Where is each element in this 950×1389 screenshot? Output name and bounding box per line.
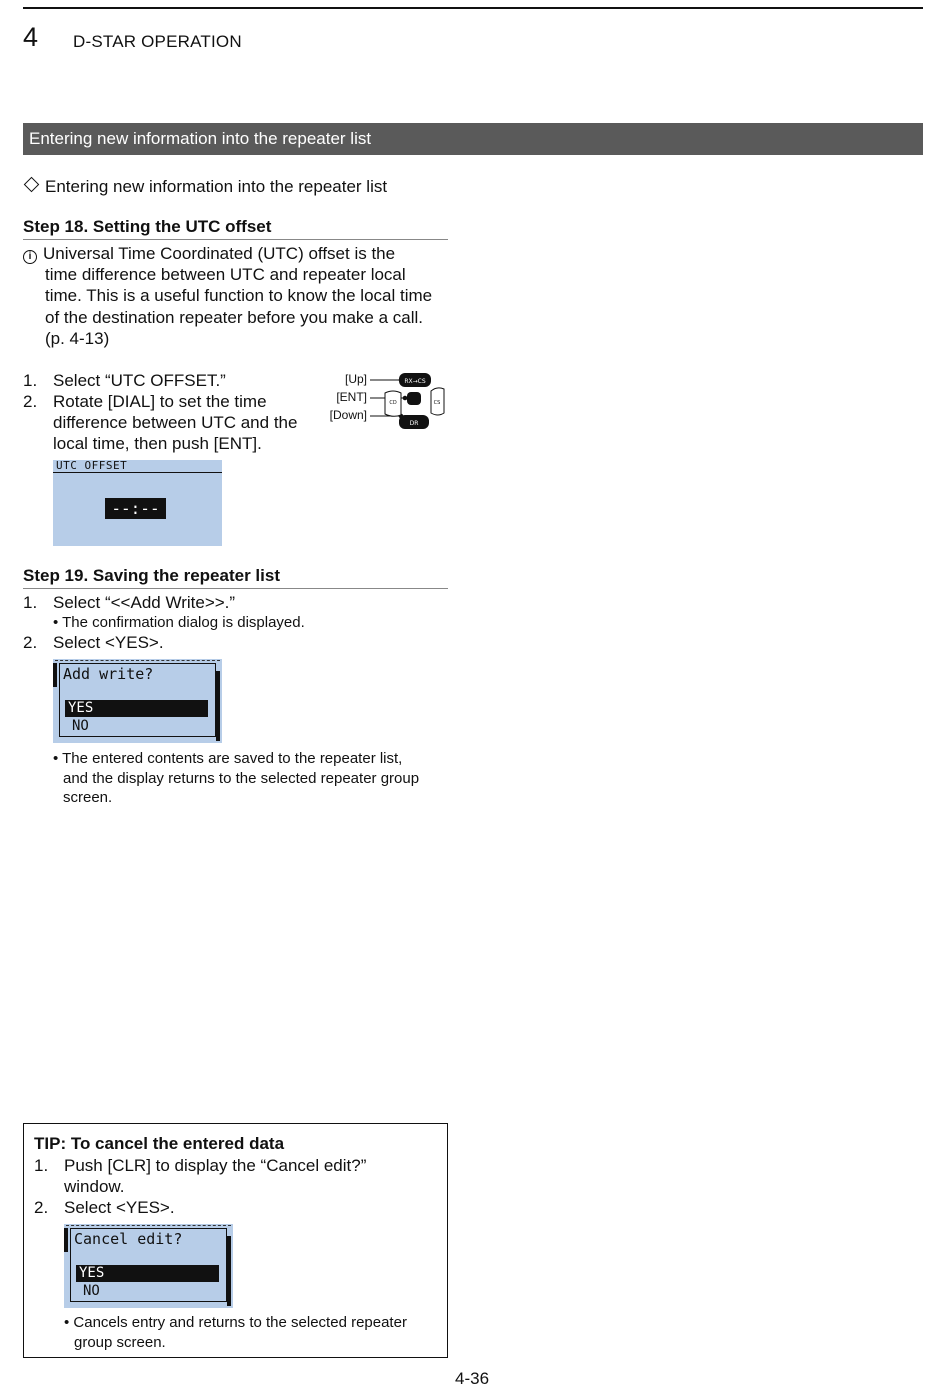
- result-line: and the display returns to the selected repeater group: [63, 769, 420, 787]
- info-line: (p. 4-13): [45, 328, 110, 348]
- step18-item-2: [23, 391, 333, 455]
- info-line: Universal Time Coordinated (UTC) offset is the: [43, 244, 396, 263]
- dialog-title: Cancel edit?: [74, 1230, 183, 1248]
- info-line: time difference between UTC and repeater local: [45, 265, 406, 285]
- result-line: • Cancels entry and returns to the selected repeater: [64, 1314, 407, 1331]
- lcd-title: UTC OFFSET: [56, 459, 128, 472]
- lcd-background-rule: [66, 1225, 231, 1227]
- item-number: 1.: [23, 593, 38, 612]
- result-line: group screen.: [74, 1333, 166, 1351]
- key-diagram-icon: [368, 370, 448, 432]
- item-text: Push [CLR] to display the “Cancel edit?”: [64, 1156, 367, 1175]
- dr-key-text: DR: [409, 420, 419, 427]
- cancel-edit-lcd: [64, 1224, 233, 1308]
- info-line: of the destination repeater before you make a call.: [45, 307, 424, 327]
- step19-item-2: [23, 632, 443, 653]
- no-option[interactable]: NO: [72, 718, 89, 734]
- tip-title: TIP: To cancel the entered data: [34, 1134, 285, 1153]
- item-number: 1.: [34, 1156, 49, 1175]
- lcd-edge-mark: [64, 1228, 68, 1252]
- item-number: 2.: [23, 392, 38, 411]
- subheading: [23, 177, 387, 197]
- item-number: 1.: [23, 371, 38, 390]
- item-text: Select “<<Add Write>>.”: [53, 593, 236, 612]
- cd-key-text: CD: [389, 400, 397, 406]
- chapter-title: D-STAR OPERATION: [73, 32, 242, 51]
- item-text: window.: [64, 1177, 125, 1197]
- step18-item-1: [23, 370, 333, 391]
- item-number: 2.: [34, 1198, 49, 1217]
- dialog-title: Add write?: [63, 665, 154, 683]
- ent-key-label: [ENT]: [336, 390, 367, 404]
- page-number: 4-36: [455, 1369, 490, 1388]
- step19-title: Step 19. Saving the repeater list: [23, 566, 448, 589]
- no-option[interactable]: NO: [83, 1283, 100, 1299]
- step18-info: [23, 243, 453, 349]
- step19-result: [53, 749, 448, 808]
- lcd-background-rule: [55, 660, 220, 662]
- utc-offset-lcd: [53, 460, 222, 546]
- chapter-number: 4: [23, 22, 39, 52]
- item-text: Select “UTC OFFSET.”: [53, 371, 226, 390]
- result-line: screen.: [63, 789, 113, 807]
- lcd-shadow: [227, 1236, 231, 1306]
- step18-title: Step 18. Setting the UTC offset: [23, 217, 448, 240]
- down-key-label: [Down]: [329, 408, 367, 422]
- info-icon: i: [23, 250, 37, 264]
- item-text: Select <YES>.: [64, 1198, 175, 1217]
- yes-option[interactable]: YES: [76, 1265, 219, 1282]
- result-line: • The entered contents are saved to the repeater list,: [53, 750, 403, 767]
- cancel-edit-dialog: [70, 1228, 227, 1302]
- subheading-text: Entering new information into the repeater list: [45, 177, 388, 196]
- up-key-label: [Up]: [344, 372, 367, 386]
- step19-note: • The confirmation dialog is displayed.: [53, 614, 305, 631]
- section-bar: [23, 123, 923, 155]
- header-rule: [23, 7, 923, 9]
- section-bar-title: Entering new information into the repeater list: [29, 129, 372, 148]
- cs-key-text: CS: [433, 400, 441, 406]
- diamond-icon: [24, 177, 40, 193]
- tip-box: [23, 1123, 448, 1358]
- tip-item-1: [34, 1155, 434, 1197]
- step19-item-1: [23, 592, 443, 613]
- yes-option[interactable]: YES: [65, 700, 208, 717]
- add-write-lcd: [53, 659, 222, 743]
- item-text: local time, then push [ENT].: [53, 434, 262, 454]
- info-line: time. This is a useful function to know the local time: [45, 286, 433, 306]
- item-text: Rotate [DIAL] to set the time: [53, 392, 267, 411]
- lcd-edge-mark: [53, 663, 57, 687]
- rxcs-key-text: RX→CS: [404, 378, 426, 385]
- utc-offset-value: --:--: [105, 498, 166, 519]
- item-text: difference between UTC and the: [53, 413, 298, 433]
- add-write-dialog: [59, 663, 216, 737]
- tip-result: [64, 1313, 444, 1352]
- lcd-shadow: [216, 671, 220, 741]
- item-number: 2.: [23, 633, 38, 652]
- item-text: Select <YES>.: [53, 633, 164, 652]
- tip-item-2: [34, 1197, 434, 1218]
- lcd-divider: [53, 472, 222, 473]
